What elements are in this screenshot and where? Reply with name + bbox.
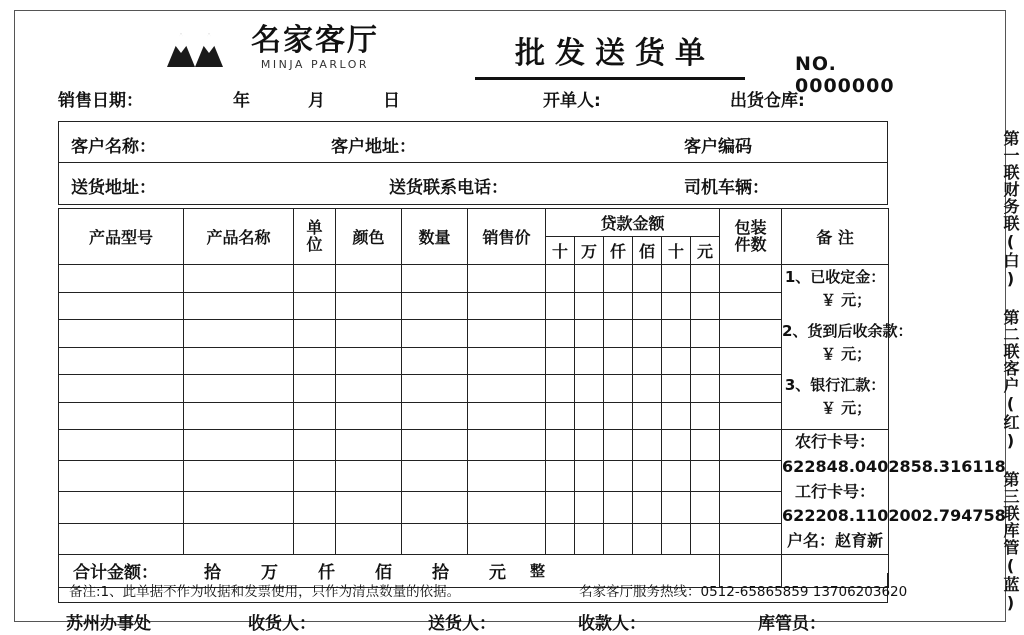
table-row[interactable]: [59, 347, 889, 375]
goods-table: [58, 208, 1006, 588]
document-header: [55, 18, 935, 97]
bank-icbc-number: 622208.1102002.794758: [782, 506, 1006, 526]
total-digit-shi2: 拾: [432, 563, 449, 584]
document-number-value: 0000000: [795, 75, 895, 97]
total-suffix: 整: [530, 562, 546, 581]
th-digit-yuan: 元: [691, 237, 720, 265]
payment-terms-cell: [782, 265, 913, 430]
keeper-label: 库管员：: [758, 614, 826, 634]
total-digit-qian: 仟: [318, 563, 335, 584]
brand-name-cn: 名家客厅: [251, 23, 379, 58]
payment-amount-1: ￥ 元；: [820, 291, 872, 309]
th-amount-group: 贷款金额: [546, 209, 720, 237]
day-label: 日: [383, 91, 400, 111]
office-label: 苏州办事处: [66, 614, 151, 634]
bank-account-holder: 户名：赵育新: [787, 531, 884, 551]
deliverer-label: 送货人：: [428, 614, 496, 634]
payment-amount-3: ￥ 元；: [820, 399, 872, 417]
table-row[interactable]: [59, 320, 889, 348]
th-color: 颜色: [336, 209, 402, 265]
table-row[interactable]: [59, 523, 889, 554]
sales-date-row: [58, 86, 888, 112]
service-hotline-text: 名家客厅服务热线：0512-65865859 13706203620: [579, 584, 908, 600]
driver-vehicle-label: 司机车辆：: [684, 178, 769, 198]
payment-label-3: 3、银行汇款：: [784, 376, 886, 394]
table-row[interactable]: [59, 292, 889, 320]
customer-code-label: 客户编码: [684, 137, 752, 157]
customer-address-label: 客户地址：: [331, 137, 416, 157]
payment-amount-2: ￥ 元；: [820, 345, 872, 363]
bank-account-cell: [782, 430, 1006, 555]
year-label: 年: [233, 91, 250, 111]
footer-note-row: [58, 573, 908, 603]
bank-icbc-label: 工行卡号：: [795, 481, 876, 501]
receiver-label: 收货人：: [248, 614, 316, 634]
table-row[interactable]: [59, 461, 889, 492]
warehouse-label: 出货仓库:: [730, 91, 805, 111]
mountain-logo-icon: [165, 27, 243, 69]
th-digit-wan: 万: [575, 237, 604, 265]
table-row[interactable]: [59, 492, 889, 523]
bank-abc-label: 农行卡号：: [795, 432, 876, 451]
month-label: 月: [308, 91, 325, 111]
customer-info-box: [58, 121, 888, 163]
signature-row: [58, 609, 938, 635]
goods-table-wrap: [58, 208, 1006, 584]
payment-label-2: 2、货到后收余款：: [782, 322, 913, 340]
payment-label-1: 1、已收定金：: [784, 268, 886, 286]
delivery-address-label: 送货地址：: [71, 178, 156, 198]
table-row[interactable]: [59, 430, 889, 461]
brand-logo: [165, 23, 379, 71]
th-price: 销售价: [468, 209, 546, 265]
copy-distribution-strip: 第一联财务联(白) 第二联客户(红) 第三联库管(蓝): [1001, 130, 1020, 613]
delivery-info-box: [58, 163, 888, 205]
total-digit-shi: 拾: [204, 563, 221, 584]
table-header-main: [59, 209, 889, 237]
total-digit-wan: 万: [261, 563, 278, 584]
sales-date-label: 销售日期：: [58, 91, 143, 111]
maker-label: 开单人:: [543, 91, 601, 111]
cashier-label: 收款人：: [578, 614, 646, 634]
th-model: 产品型号: [59, 209, 184, 265]
customer-name-label: 客户名称：: [71, 137, 156, 157]
document-title: 批发送货单: [475, 28, 745, 80]
th-packages: 包装 件数: [720, 209, 782, 265]
table-row[interactable]: [59, 402, 889, 430]
table-row[interactable]: [59, 375, 889, 403]
delivery-phone-label: 送货联系电话：: [389, 178, 508, 198]
table-row[interactable]: [59, 265, 889, 293]
th-digit-qian: 仟: [604, 237, 633, 265]
th-unit: 单 位: [294, 209, 336, 265]
total-label: 合计金额：: [73, 563, 158, 584]
th-remark: 备 注: [782, 209, 889, 265]
th-digit-shi2: 十: [662, 237, 691, 265]
th-digit-bai: 佰: [633, 237, 662, 265]
th-name: 产品名称: [184, 209, 294, 265]
bank-abc-number: 622848.0402858.316118: [782, 456, 1006, 476]
total-digit-bai: 佰: [375, 563, 392, 584]
total-digit-yuan: 元: [489, 563, 506, 584]
th-digit-shi: 十: [546, 237, 575, 265]
footer-note-text: 备注:1、此单据不作为收据和发票使用，只作为清点数量的依据。: [69, 584, 461, 600]
th-qty: 数量: [402, 209, 468, 265]
document-number-label: NO.: [795, 53, 837, 75]
brand-name-en: MINJA PARLOR: [260, 58, 370, 71]
